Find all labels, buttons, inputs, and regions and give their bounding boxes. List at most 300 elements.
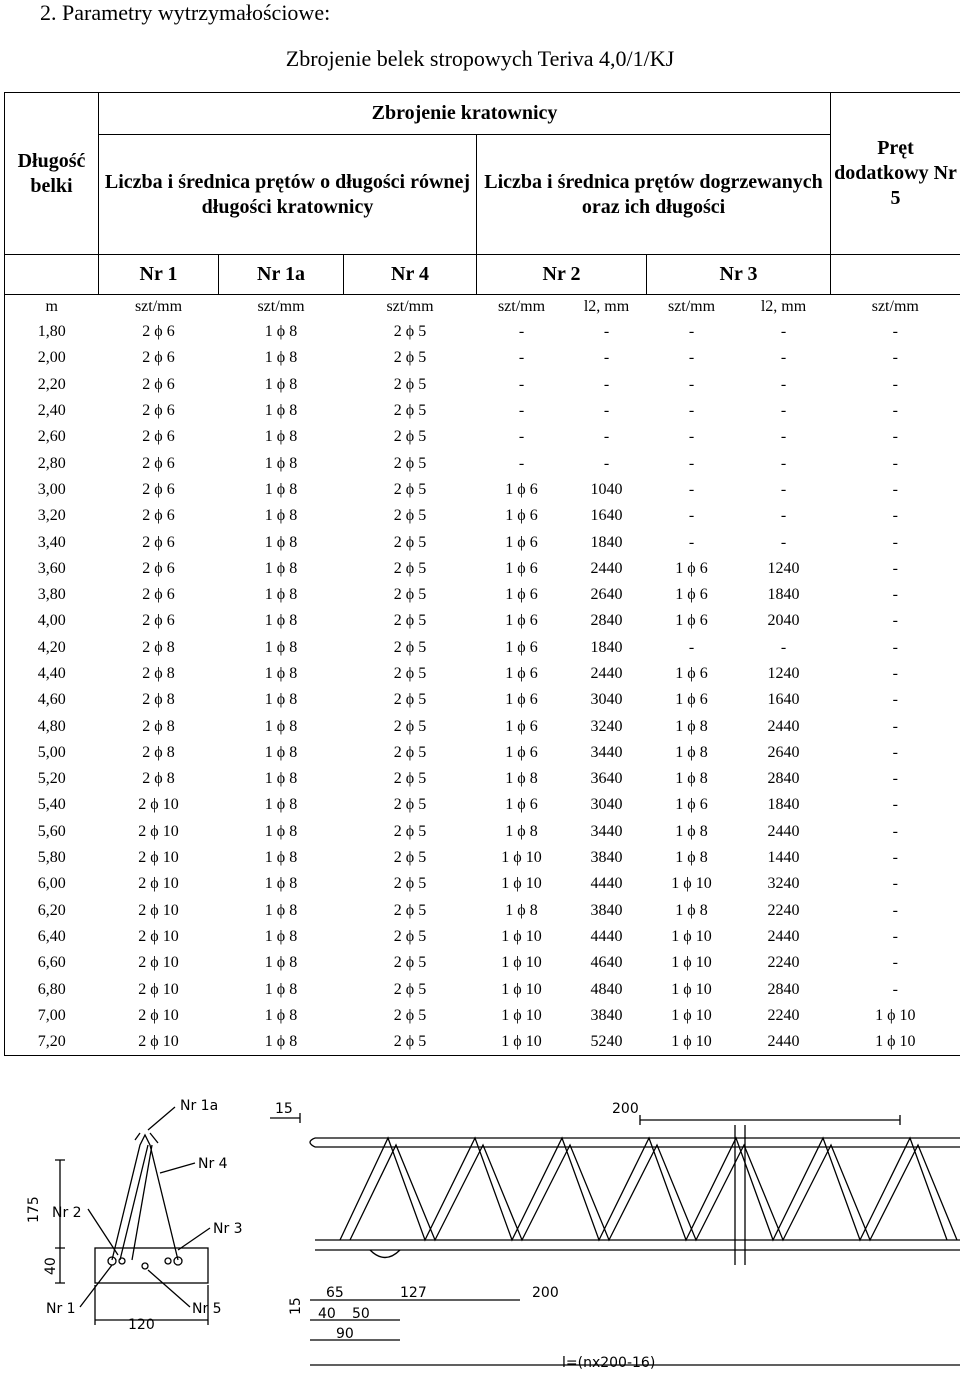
table-row — [5, 556, 960, 582]
table-cell: 2 ϕ 5 — [393, 586, 427, 604]
table-cell: 5,20 — [5, 766, 99, 792]
table-cell: 2240 — [767, 954, 800, 972]
table-cell: - — [780, 375, 787, 393]
table-cell: 1 ϕ 8 — [264, 1006, 298, 1024]
table-cell: 2 ϕ 6 — [142, 454, 175, 472]
table-cell: - — [688, 375, 695, 393]
header-length: Długość belki — [5, 93, 99, 255]
table-row — [5, 792, 960, 818]
table-cell: 2 ϕ 5 — [393, 822, 427, 840]
table-cell: 1 ϕ 10 — [501, 849, 542, 867]
table-cell: 1 ϕ 6 — [505, 559, 538, 577]
table-cell: 1 ϕ 8 — [264, 428, 298, 446]
table-cell: 2840 — [767, 770, 800, 788]
table-cell: 1 ϕ 10 — [831, 1003, 960, 1029]
table-cell: - — [831, 450, 960, 476]
table-cell: 2 ϕ 5 — [393, 533, 427, 551]
table-cell: - — [780, 507, 787, 525]
table-cell: - — [518, 323, 525, 341]
table-row — [5, 372, 960, 398]
table-cell: 1 ϕ 8 — [505, 770, 538, 788]
table-cell: 1 ϕ 8 — [264, 770, 298, 788]
table-cell: 2 ϕ 10 — [138, 927, 179, 945]
table-cell: 3440 — [590, 743, 623, 761]
table-row — [5, 1029, 960, 1056]
table-cell: 3840 — [590, 849, 623, 867]
table-row — [5, 845, 960, 871]
table-cell: 4,20 — [5, 635, 99, 661]
table-cell: 1 ϕ 6 — [675, 559, 708, 577]
table-row — [5, 898, 960, 924]
table-cell: 1 ϕ 8 — [675, 849, 708, 867]
length-formula: l=(nx200-16) — [562, 1355, 656, 1371]
table-body — [5, 295, 960, 1056]
table-cell: 4,80 — [5, 713, 99, 739]
table-cell: - — [780, 480, 787, 498]
table-cell: 2 ϕ 6 — [142, 349, 175, 367]
table-cell: 2 ϕ 6 — [142, 612, 175, 630]
table-cell: 4,00 — [5, 608, 99, 634]
table-cell: 3840 — [590, 1006, 623, 1024]
header-extra-bar: Pręt dodatkowy Nr 5 — [831, 93, 960, 255]
dim-200: 200 — [532, 1285, 559, 1301]
table-cell: 1 ϕ 8 — [505, 822, 538, 840]
table-row — [5, 450, 960, 476]
table-cell: 2640 — [590, 586, 623, 604]
table-row — [5, 924, 960, 950]
table-cell: - — [603, 375, 610, 393]
table-cell: 2 ϕ 5 — [393, 454, 427, 472]
table-cell: 4840 — [590, 980, 623, 998]
table-cell: 1 ϕ 8 — [675, 901, 708, 919]
table-row — [5, 950, 960, 976]
table-cell: 2 ϕ 8 — [142, 665, 175, 682]
table-cell: 1 ϕ 6 — [505, 665, 538, 682]
table-cell: - — [603, 428, 610, 446]
table-cell: - — [831, 661, 960, 687]
label-nr4: Nr 4 — [198, 1156, 228, 1172]
table-cell: 1 ϕ 8 — [264, 454, 298, 472]
table-cell: 1 ϕ 10 — [501, 954, 542, 972]
table-cell: 5,60 — [5, 819, 99, 845]
table-cell: 2 ϕ 5 — [393, 402, 427, 420]
table-cell: - — [688, 480, 695, 498]
unit-cell: szt/mm — [831, 295, 960, 320]
table-cell: - — [831, 845, 960, 871]
table-cell: 2 ϕ 8 — [142, 770, 175, 788]
table-cell: - — [518, 428, 525, 446]
table-cell: 6,20 — [5, 898, 99, 924]
dim-top-left: 15 — [275, 1101, 293, 1117]
table-cell: - — [688, 323, 695, 341]
table-cell: - — [831, 950, 960, 976]
table-cell: 1 ϕ 8 — [219, 1029, 344, 1056]
table-row — [5, 477, 960, 503]
table-cell: 2 ϕ 5 — [393, 770, 427, 788]
table-cell: 1 ϕ 8 — [264, 822, 298, 840]
table-cell: 3,40 — [5, 529, 99, 555]
table-cell: 2 ϕ 10 — [138, 796, 179, 814]
table-cell: 2 ϕ 5 — [393, 1006, 427, 1024]
table-cell: 4440 — [590, 927, 623, 945]
table-cell: - — [831, 582, 960, 608]
unit-cell: szt/mm — [477, 295, 567, 320]
table-row — [5, 345, 960, 371]
table-cell: - — [518, 375, 525, 393]
table-cell: - — [831, 608, 960, 634]
table-cell: 1 ϕ 8 — [264, 927, 298, 945]
table-cell: 2 ϕ 6 — [142, 586, 175, 604]
table-cell: 2,80 — [5, 450, 99, 476]
table-cell: 2240 — [767, 901, 800, 919]
dim-top-pitch: 200 — [612, 1101, 639, 1117]
table-cell: - — [831, 635, 960, 661]
dim-height: 175 — [26, 1196, 42, 1223]
table-cell: - — [688, 402, 695, 420]
unit-cell: m — [5, 295, 99, 320]
table-row — [5, 766, 960, 792]
table-cell: 3240 — [590, 717, 623, 735]
table-cell: - — [831, 345, 960, 371]
header-nr1a: Nr 1a — [219, 255, 344, 295]
table-cell: - — [518, 402, 525, 420]
table-cell: 1 ϕ 8 — [264, 665, 298, 682]
dim-15: 15 — [288, 1297, 304, 1315]
table-cell: 2 ϕ 6 — [142, 428, 175, 446]
table-cell: - — [831, 924, 960, 950]
table-cell: 1840 — [767, 796, 800, 814]
table-cell: 1 ϕ 10 — [501, 980, 542, 998]
table-cell: 2440 — [767, 717, 800, 735]
table-cell: 2 ϕ 5 — [393, 375, 427, 393]
table-cell: 1 ϕ 6 — [675, 586, 708, 604]
table-cell: 2 ϕ 10 — [99, 1029, 219, 1056]
table-cell: 1 ϕ 10 — [477, 1029, 567, 1056]
table-cell: - — [688, 638, 695, 656]
table-cell: - — [831, 819, 960, 845]
table-cell: 2 ϕ 8 — [142, 717, 175, 735]
table-cell: 2,20 — [5, 372, 99, 398]
table-cell: - — [603, 402, 610, 420]
table-cell: 1 ϕ 6 — [675, 612, 708, 630]
table-cell: 1 ϕ 6 — [505, 480, 538, 498]
table-cell: 1 ϕ 6 — [505, 533, 538, 551]
label-nr1a: Nr 1a — [180, 1098, 219, 1114]
table-cell: 3240 — [767, 875, 800, 893]
table-cell: 1040 — [590, 480, 623, 498]
table-cell: - — [688, 454, 695, 472]
label-nr2: Nr 2 — [52, 1205, 82, 1221]
table-cell: 4640 — [590, 954, 623, 972]
table-cell: 2 ϕ 5 — [393, 349, 427, 367]
table-cell: 2 ϕ 10 — [138, 822, 179, 840]
units-row — [5, 295, 960, 320]
table-cell: - — [780, 402, 787, 420]
table-cell: 1 ϕ 8 — [675, 717, 708, 735]
unit-cell: szt/mm — [219, 295, 344, 320]
table-cell: 1 ϕ 10 — [501, 875, 542, 893]
table-cell: 2840 — [590, 612, 623, 630]
table-row — [5, 687, 960, 713]
table-cell: 2 ϕ 5 — [393, 612, 427, 630]
table-cell: 3,80 — [5, 582, 99, 608]
table-cell: 2 ϕ 8 — [142, 691, 175, 709]
table-cell: 3,20 — [5, 503, 99, 529]
table-cell: 5,80 — [5, 845, 99, 871]
table-cell: 1 ϕ 6 — [505, 507, 538, 525]
table-row — [5, 635, 960, 661]
table-row — [5, 398, 960, 424]
table-cell: 2440 — [590, 559, 623, 577]
table-row — [5, 740, 960, 766]
table-cell: 2040 — [767, 612, 800, 630]
truss-drawing — [0, 1085, 960, 1375]
dim-bottom: 40 — [43, 1257, 59, 1275]
label-nr3: Nr 3 — [213, 1221, 243, 1237]
table-cell: 2 ϕ 10 — [138, 980, 179, 998]
table-cell: 1 ϕ 10 — [501, 1006, 542, 1024]
header-nr1: Nr 1 — [99, 255, 219, 295]
table-cell: - — [831, 503, 960, 529]
table-cell: 2440 — [767, 927, 800, 945]
table-cell: - — [831, 372, 960, 398]
table-cell: 3840 — [590, 901, 623, 919]
table-cell: - — [831, 477, 960, 503]
table-cell: 1,80 — [5, 319, 99, 345]
table-cell: - — [780, 323, 787, 341]
label-nr5: Nr 5 — [192, 1301, 222, 1317]
table-cell: 2 ϕ 5 — [393, 638, 427, 656]
dim-65: 65 — [326, 1285, 344, 1301]
table-cell: 1240 — [767, 665, 800, 682]
table-cell: - — [780, 533, 787, 551]
unit-cell: l2, mm — [737, 295, 831, 320]
table-cell: 1 ϕ 10 — [671, 954, 712, 972]
table-cell: 3040 — [590, 691, 623, 709]
unit-cell: l2, mm — [567, 295, 647, 320]
table-cell: 1 ϕ 6 — [675, 691, 708, 709]
table-cell: - — [831, 740, 960, 766]
table-cell: 3640 — [590, 770, 623, 788]
table-cell: 1 ϕ 8 — [264, 375, 298, 393]
table-cell: 5240 — [567, 1029, 647, 1056]
table-cell: 1 ϕ 8 — [264, 980, 298, 998]
table-row — [5, 976, 960, 1002]
table-cell: 6,80 — [5, 976, 99, 1002]
unit-cell: szt/mm — [99, 295, 219, 320]
table-cell: 2 ϕ 5 — [393, 927, 427, 945]
table-cell: 2440 — [767, 822, 800, 840]
table-cell: - — [831, 976, 960, 1002]
table-cell: 2 ϕ 5 — [393, 901, 427, 919]
table-cell: - — [518, 454, 525, 472]
table-cell: 1 ϕ 10 — [647, 1029, 737, 1056]
table-cell: 2 ϕ 5 — [393, 980, 427, 998]
table-cell: 1440 — [767, 849, 800, 867]
table-cell: 2 ϕ 5 — [393, 665, 427, 682]
table-cell: 1 ϕ 8 — [264, 954, 298, 972]
table-row — [5, 661, 960, 687]
table-cell: 1 ϕ 8 — [675, 822, 708, 840]
table-cell: 1 ϕ 6 — [505, 586, 538, 604]
table-row — [5, 1003, 960, 1029]
table-cell: 2 ϕ 5 — [393, 691, 427, 709]
dim-40: 40 — [318, 1306, 336, 1322]
table-cell: - — [831, 529, 960, 555]
table-cell: - — [780, 349, 787, 367]
table-row — [5, 503, 960, 529]
table-cell: - — [780, 428, 787, 446]
table-cell: 6,00 — [5, 871, 99, 897]
table-cell: - — [688, 349, 695, 367]
table-cell: 1 ϕ 8 — [264, 559, 298, 577]
table-cell: 1 ϕ 10 — [671, 875, 712, 893]
header-main-bars: Liczba i średnica prętów o długości równej długości kratownicy — [99, 135, 477, 255]
table-cell: 1 ϕ 10 — [671, 980, 712, 998]
table-cell: 1 ϕ 8 — [264, 323, 298, 341]
table-cell: - — [831, 792, 960, 818]
table-cell: 1 ϕ 8 — [264, 691, 298, 709]
table-row — [5, 871, 960, 897]
page-title: Zbrojenie belek stropowych Teriva 4,0/1/KJ — [285, 46, 675, 71]
table-cell: 2 ϕ 5 — [393, 559, 427, 577]
header-nr3: Nr 3 — [647, 255, 831, 295]
table-cell: 6,40 — [5, 924, 99, 950]
table-cell: 1840 — [590, 638, 623, 656]
table-cell: 2 ϕ 10 — [138, 1006, 179, 1024]
header-group: Zbrojenie kratownicy — [99, 93, 831, 135]
table-cell: 2 ϕ 10 — [138, 875, 179, 893]
dim-width: 120 — [128, 1317, 155, 1333]
table-cell: 1 ϕ 8 — [264, 586, 298, 604]
table-cell: 1 ϕ 6 — [505, 612, 538, 630]
table-cell: 7,00 — [5, 1003, 99, 1029]
table-cell: 1 ϕ 8 — [264, 612, 298, 630]
table-cell: - — [518, 349, 525, 367]
table-cell: 2 ϕ 8 — [142, 743, 175, 761]
table-row — [5, 529, 960, 555]
table-cell: 7,20 — [5, 1029, 99, 1056]
table-cell: 2 ϕ 5 — [393, 717, 427, 735]
table-cell: 2240 — [767, 1006, 800, 1024]
table-cell: 1 ϕ 8 — [264, 507, 298, 525]
table-cell: 1 ϕ 6 — [505, 743, 538, 761]
table-cell: 1 ϕ 8 — [264, 875, 298, 893]
table-cell: 2640 — [767, 743, 800, 761]
table-cell: 2 ϕ 5 — [393, 875, 427, 893]
table-cell: 1 ϕ 10 — [501, 927, 542, 945]
table-cell: 1 ϕ 10 — [671, 927, 712, 945]
table-cell: 5,00 — [5, 740, 99, 766]
table-cell: 1 ϕ 8 — [675, 770, 708, 788]
table-cell: 1 ϕ 8 — [264, 480, 298, 498]
header-welded-bars: Liczba i średnica prętów dogrzewanych oraz ich długości — [477, 135, 831, 255]
table-cell: - — [688, 507, 695, 525]
table-cell: 1640 — [590, 507, 623, 525]
table-cell: 1 ϕ 8 — [264, 849, 298, 867]
table-cell: 2 ϕ 6 — [142, 480, 175, 498]
table-cell: 6,60 — [5, 950, 99, 976]
table-cell: 1 ϕ 6 — [505, 638, 538, 656]
table-cell: 4440 — [590, 875, 623, 893]
table-cell: 1 ϕ 10 — [831, 1029, 960, 1056]
table-cell: 2 ϕ 5 — [393, 954, 427, 972]
table-cell: 1 ϕ 8 — [264, 638, 298, 656]
unit-cell: szt/mm — [647, 295, 737, 320]
table-cell: 1 ϕ 10 — [671, 1006, 712, 1024]
table-cell: 2 ϕ 8 — [142, 638, 175, 656]
table-row — [5, 582, 960, 608]
table-cell: 5,40 — [5, 792, 99, 818]
section-heading: 2. Parametry wytrzymałościowe: — [40, 0, 331, 25]
table-cell: 1 ϕ 8 — [264, 901, 298, 919]
table-cell: 3040 — [590, 796, 623, 814]
dim-50: 50 — [352, 1306, 370, 1322]
table-cell: 2,40 — [5, 398, 99, 424]
table-cell: 2 ϕ 5 — [393, 323, 427, 341]
header-nr4: Nr 4 — [344, 255, 477, 295]
table-cell: 1 ϕ 8 — [264, 349, 298, 367]
table-cell: 2 ϕ 6 — [142, 507, 175, 525]
table-cell: 4,60 — [5, 687, 99, 713]
unit-cell: szt/mm — [344, 295, 477, 320]
table-cell: 2 ϕ 6 — [142, 402, 175, 420]
table-cell: 1840 — [767, 586, 800, 604]
table-row — [5, 713, 960, 739]
table-cell: 2 ϕ 5 — [393, 480, 427, 498]
table-cell: 2 ϕ 5 — [393, 428, 427, 446]
table-cell: 1 ϕ 6 — [505, 717, 538, 735]
table-cell: - — [831, 556, 960, 582]
table-cell: 1 ϕ 8 — [675, 743, 708, 761]
table-cell: 2 ϕ 6 — [142, 559, 175, 577]
table-cell: 2 ϕ 6 — [142, 533, 175, 551]
table-cell: 1840 — [590, 533, 623, 551]
header-nr2: Nr 2 — [477, 255, 647, 295]
table-row — [5, 319, 960, 345]
table-cell: 1 ϕ 6 — [675, 665, 708, 682]
table-cell: - — [688, 428, 695, 446]
table-cell: 1 ϕ 8 — [264, 402, 298, 420]
table-cell: 2440 — [590, 665, 623, 682]
table-cell: - — [831, 319, 960, 345]
table-cell: 1240 — [767, 559, 800, 577]
table-cell: 2 ϕ 10 — [138, 954, 179, 972]
table-cell: 1640 — [767, 691, 800, 709]
table-cell: 4,40 — [5, 661, 99, 687]
table-cell: 2,60 — [5, 424, 99, 450]
table-cell: - — [831, 398, 960, 424]
table-row — [5, 608, 960, 634]
table-cell: 2 ϕ 5 — [393, 507, 427, 525]
table-cell: - — [831, 713, 960, 739]
table-cell: - — [831, 424, 960, 450]
table-cell: 2 ϕ 10 — [138, 901, 179, 919]
table-cell: 2840 — [767, 980, 800, 998]
table-row — [5, 819, 960, 845]
table-cell: 1 ϕ 6 — [675, 796, 708, 814]
dim-127: 127 — [400, 1285, 427, 1301]
table-cell: 1 ϕ 8 — [505, 901, 538, 919]
table-cell: 2 ϕ 5 — [393, 743, 427, 761]
table-cell: - — [603, 323, 610, 341]
table-cell: 2 ϕ 10 — [138, 849, 179, 867]
table-cell: - — [831, 871, 960, 897]
table-cell: - — [780, 638, 787, 656]
table-cell: - — [780, 454, 787, 472]
table-row — [5, 424, 960, 450]
table-cell: 2 ϕ 5 — [393, 796, 427, 814]
